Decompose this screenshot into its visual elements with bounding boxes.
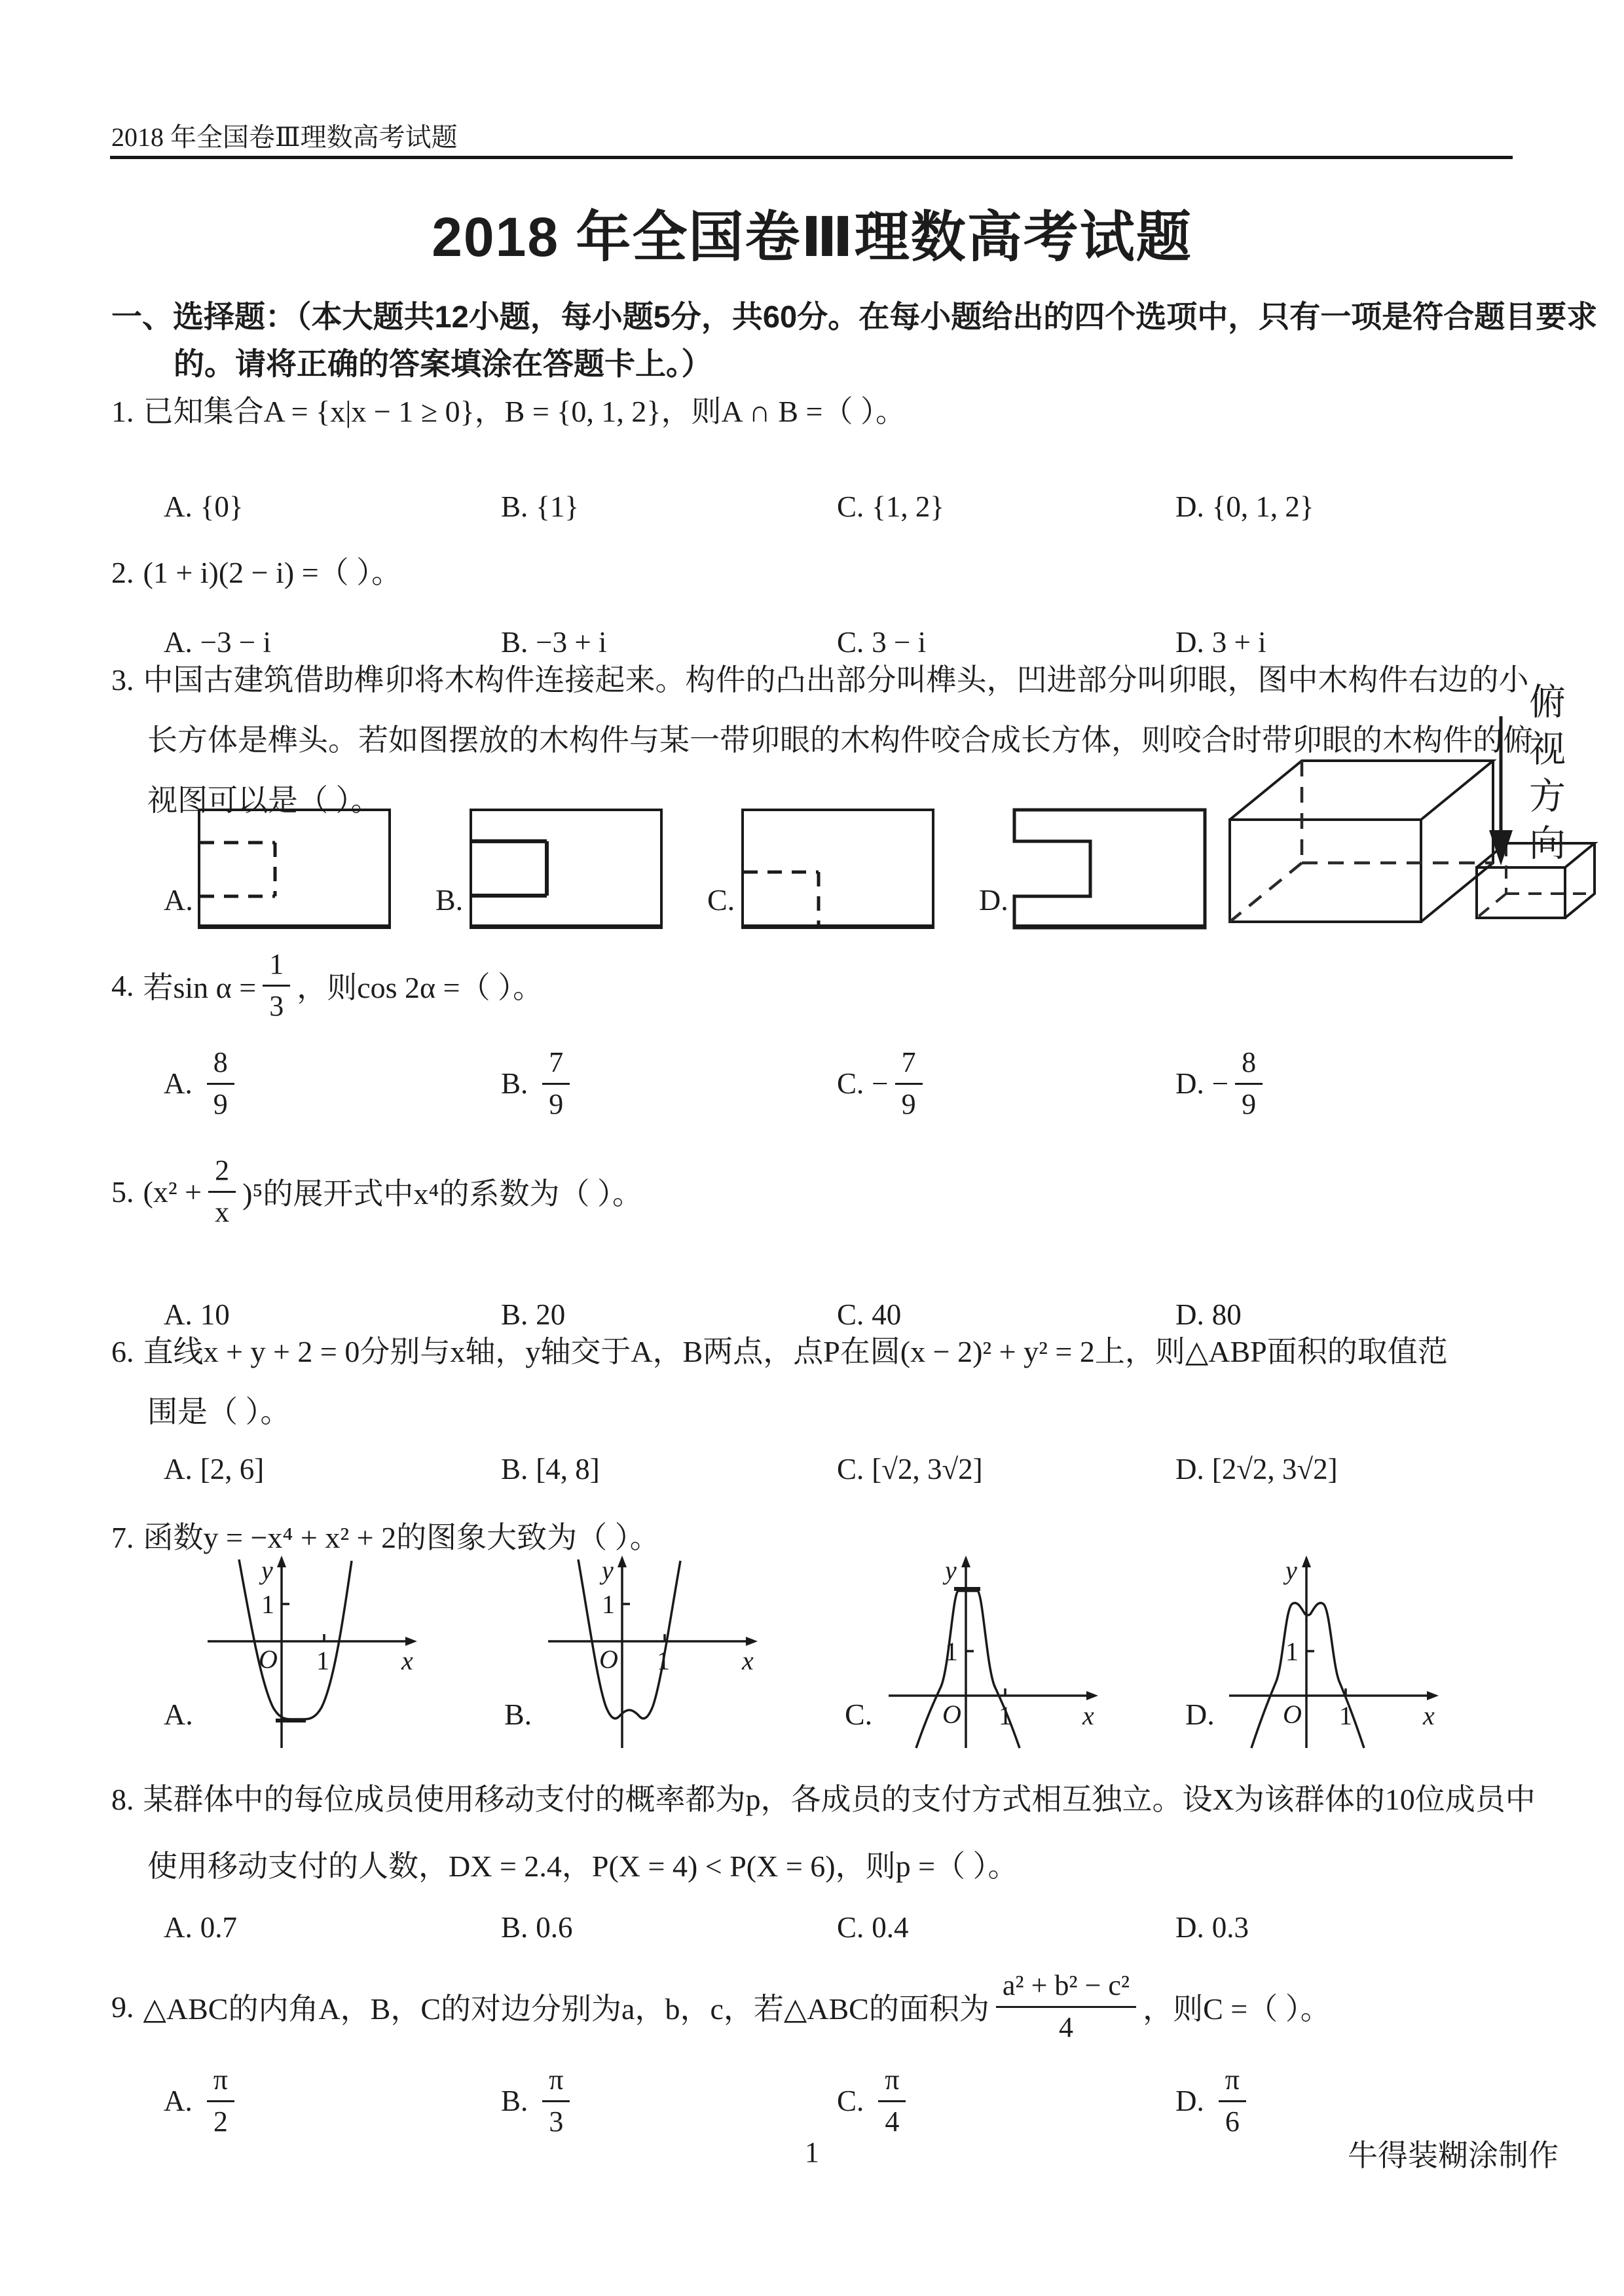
option-2b-label: B. bbox=[501, 626, 528, 659]
option-5a: A. 10 bbox=[164, 1298, 230, 1331]
x-tick-label: 1 bbox=[1339, 1701, 1352, 1730]
x-axis-label: x bbox=[1082, 1701, 1094, 1730]
question-4-text-post: ，则cos 2α =（ ）。 bbox=[297, 971, 544, 1005]
y-axis-label: y bbox=[945, 1556, 957, 1585]
page-title: 2018 年全国卷Ⅲ理数高考试题 bbox=[432, 206, 1192, 268]
axes bbox=[548, 1558, 747, 1748]
x-tick-label: 1 bbox=[657, 1646, 670, 1675]
question-5-fraction: $\frac{2}{x}$ bbox=[208, 1154, 236, 1229]
question-6-number: 6. bbox=[111, 1335, 134, 1368]
x-tick-label: 1 bbox=[316, 1646, 329, 1675]
x-axis-label: x bbox=[401, 1646, 413, 1675]
option-5d: D. 80 bbox=[1175, 1298, 1242, 1331]
y-axis-label: y bbox=[261, 1556, 273, 1585]
figure-3c-label: C. bbox=[707, 883, 735, 917]
option-1d-value: {0, 1, 2} bbox=[1211, 490, 1314, 523]
graph-7a-label: A. bbox=[164, 1698, 193, 1731]
option-1a-label: A. bbox=[164, 490, 193, 523]
graph-7c-label: C. bbox=[845, 1698, 873, 1731]
top-view-arrow-icon bbox=[1481, 714, 1521, 871]
question-9-text-pre: △ABC的内角A，B，C的对边分别为a，b，c，若△ABC的面积为 bbox=[143, 1992, 989, 2026]
option-6c: C. [√2, 3√2] bbox=[837, 1453, 983, 1485]
option-5b: B. 20 bbox=[501, 1298, 566, 1331]
question-3-line-1 bbox=[111, 656, 1529, 699]
option-6d: D. [2√2, 3√2] bbox=[1175, 1453, 1338, 1485]
option-4d: D. − $\frac{8}{9}$ bbox=[1175, 1046, 1269, 1121]
hidden-tenon-lines bbox=[200, 843, 275, 896]
question-3-line-2: 长方体是榫头。若如图摆放的木构件与某一带卯眼的木构件咬合成长方体，则咬合时带卯眼的木构件的俯 bbox=[147, 723, 1533, 757]
question-5-number: 5. bbox=[111, 1175, 134, 1209]
option-1b bbox=[501, 490, 579, 524]
question-7-text: 函数y = −x⁴ + x² + 2的图象大致为（ ）。 bbox=[143, 1521, 660, 1554]
option-5c: C. 40 bbox=[837, 1298, 902, 1331]
question-7-stem bbox=[111, 1514, 660, 1557]
option-2d-value: 3 + i bbox=[1211, 626, 1266, 659]
running-header: 2018 年全国卷Ⅲ理数高考试题 bbox=[111, 122, 458, 152]
origin-label: O bbox=[1283, 1700, 1302, 1729]
question-9-number: 9. bbox=[111, 1990, 134, 2024]
option-2b-value: −3 + i bbox=[536, 626, 607, 659]
graph-7d-label: D. bbox=[1185, 1698, 1215, 1731]
graph-7d bbox=[1228, 1553, 1444, 1749]
question-7-number: 7. bbox=[111, 1521, 134, 1554]
figure-3a-top-view bbox=[196, 807, 393, 931]
figure-3c-top-view bbox=[740, 807, 936, 931]
figure-3d-label: D. bbox=[979, 883, 1008, 917]
option-1c bbox=[837, 490, 944, 524]
question-4-stem bbox=[111, 948, 543, 1023]
option-2d-label: D. bbox=[1175, 626, 1204, 659]
option-2a-label: A. bbox=[164, 626, 193, 659]
option-8d: D. 0.3 bbox=[1175, 1911, 1249, 1944]
figure-3a-label: A. bbox=[164, 883, 193, 917]
graph-7a bbox=[206, 1553, 422, 1749]
option-8c: C. 0.4 bbox=[837, 1911, 909, 1944]
option-2c-value: 3 − i bbox=[872, 626, 927, 659]
option-8a: A. 0.7 bbox=[164, 1911, 237, 1944]
graph-7b bbox=[547, 1553, 763, 1749]
section-heading-line-2: 的。请将正确的答案填涂在答题卡上。） bbox=[174, 346, 712, 381]
visible-tenon-lines bbox=[471, 841, 547, 896]
question-8-line-1 bbox=[111, 1776, 1536, 1819]
section-heading-line-1: 一、选择题：（本大题共12小题，每小题5分，共60分。在每小题给出的四个选项中，只有一项是符合题目要求 bbox=[111, 299, 1598, 334]
question-2-stem bbox=[111, 549, 401, 592]
option-1d-label: D. bbox=[1175, 490, 1204, 523]
option-9c: C. $\frac{\pi}{4}$ bbox=[837, 2064, 912, 2138]
option-1c-value: {1, 2} bbox=[872, 490, 944, 523]
question-1-text: 已知集合A = {x|x − 1 ≥ 0}，B = {0, 1, 2}，则A ∩ B =（ ）。 bbox=[143, 395, 906, 428]
question-8-line-2: 使用移动支付的人数，DX = 2.4，P(X = 4) < P(X = 6)，则p =（ ）。 bbox=[147, 1850, 1018, 1883]
question-4-fraction: $\frac{1}{3}$ bbox=[263, 948, 290, 1023]
question-1-stem bbox=[111, 388, 906, 431]
question-3-line-3: 视图可以是（ ）。 bbox=[147, 784, 381, 817]
option-9b: B. $\frac{\pi}{3}$ bbox=[501, 2064, 576, 2138]
option-2c bbox=[837, 625, 926, 659]
y-tick-label: 1 bbox=[261, 1590, 274, 1619]
option-2a bbox=[164, 625, 271, 659]
page-number: 1 bbox=[805, 2136, 819, 2168]
question-6-line-1 bbox=[111, 1328, 1448, 1371]
y-tick-label: 1 bbox=[602, 1590, 615, 1619]
question-9-fraction: $\frac{\text{a² + b² − c²}}{4}$ bbox=[996, 1969, 1136, 2044]
question-4-number: 4. bbox=[111, 968, 134, 1002]
option-1a-value: {0} bbox=[200, 490, 244, 523]
question-4-options bbox=[0, 1046, 1624, 1131]
question-4-text-pre: 若sin α = bbox=[143, 971, 257, 1005]
option-1b-value: {1} bbox=[536, 490, 579, 523]
question-3-number: 3. bbox=[111, 663, 134, 697]
question-5-text-pre: (x² + bbox=[143, 1175, 202, 1209]
question-5-text-post: )⁵的展开式中x⁴的系数为（ ）。 bbox=[242, 1177, 642, 1211]
option-4a: A. $\frac{8}{9}$ bbox=[164, 1046, 241, 1121]
axes bbox=[1229, 1558, 1428, 1748]
x-axis-label: x bbox=[742, 1646, 754, 1675]
top-view-direction-label: 俯视方向 bbox=[1524, 682, 1564, 871]
graph-7b-label: B. bbox=[504, 1698, 532, 1731]
option-2d bbox=[1175, 625, 1266, 659]
question-1-number: 1. bbox=[111, 395, 134, 428]
question-3-text-1: 中国古建筑借助榫卯将木构件连接起来。构件的凸出部分叫榫头，凹进部分叫卯眼，图中木构件右边的小 bbox=[143, 663, 1529, 697]
question-8-text-1: 某群体中的每位成员使用移动支付的概率都为p，各成员的支付方式相互独立。设X为该群体的10位成员中 bbox=[143, 1783, 1536, 1816]
question-2-number: 2. bbox=[111, 556, 134, 589]
option-6a: A. [2, 6] bbox=[164, 1453, 265, 1485]
question-6-text-1: 直线x + y + 2 = 0分别与x轴，y轴交于A，B两点，点P在圆(x − 2)² + y² = 2上，则△ABP面积的取值范 bbox=[143, 1335, 1448, 1368]
question-9-text-post: ，则C =（ ）。 bbox=[1143, 1992, 1331, 2026]
question-2-text: (1 + i)(2 − i) =（ ）。 bbox=[143, 556, 402, 589]
question-9-stem bbox=[111, 1969, 1331, 2044]
question-5-stem bbox=[111, 1154, 642, 1229]
option-4b: B. $\frac{7}{9}$ bbox=[501, 1046, 576, 1121]
option-9d: D. $\frac{\pi}{6}$ bbox=[1175, 2064, 1253, 2138]
x-axis-label: x bbox=[1423, 1701, 1435, 1730]
question-8-number: 8. bbox=[111, 1783, 134, 1816]
figure-3b-top-view bbox=[468, 807, 665, 931]
question-6-line-2: 围是（ ）。 bbox=[147, 1395, 291, 1429]
option-9a: A. $\frac{\pi}{2}$ bbox=[164, 2064, 241, 2138]
y-axis-label: y bbox=[602, 1556, 614, 1585]
big-cuboid-hidden-edges bbox=[1230, 761, 1493, 922]
hidden-corner-lines bbox=[743, 872, 819, 927]
figure-3b-label: B. bbox=[435, 883, 464, 917]
y-tick-label: 1 bbox=[1285, 1637, 1299, 1666]
big-cuboid-visible-edges bbox=[1230, 761, 1493, 922]
option-2b bbox=[501, 625, 607, 659]
option-6b: B. [4, 8] bbox=[501, 1453, 600, 1485]
x-tick-label: 1 bbox=[999, 1701, 1012, 1730]
option-1d bbox=[1175, 490, 1314, 524]
origin-label: O bbox=[599, 1645, 618, 1674]
option-8b: B. 0.6 bbox=[501, 1911, 573, 1944]
graph-7c bbox=[887, 1553, 1103, 1749]
option-1a bbox=[164, 490, 243, 524]
option-2c-label: C. bbox=[837, 626, 864, 659]
y-tick-label: 1 bbox=[945, 1637, 958, 1666]
header-rule bbox=[110, 156, 1513, 159]
option-1c-label: C. bbox=[837, 490, 864, 523]
figure-3d-top-view bbox=[1012, 807, 1208, 931]
origin-label: O bbox=[259, 1645, 278, 1674]
y-axis-label: y bbox=[1285, 1556, 1297, 1585]
option-4c: C. − $\frac{7}{9}$ bbox=[837, 1046, 929, 1121]
origin-label: O bbox=[942, 1700, 961, 1729]
option-1b-label: B. bbox=[501, 490, 528, 523]
footer-credit: 牛得装糊涂制作 bbox=[1348, 2139, 1559, 2172]
option-2a-value: −3 − i bbox=[200, 626, 272, 659]
